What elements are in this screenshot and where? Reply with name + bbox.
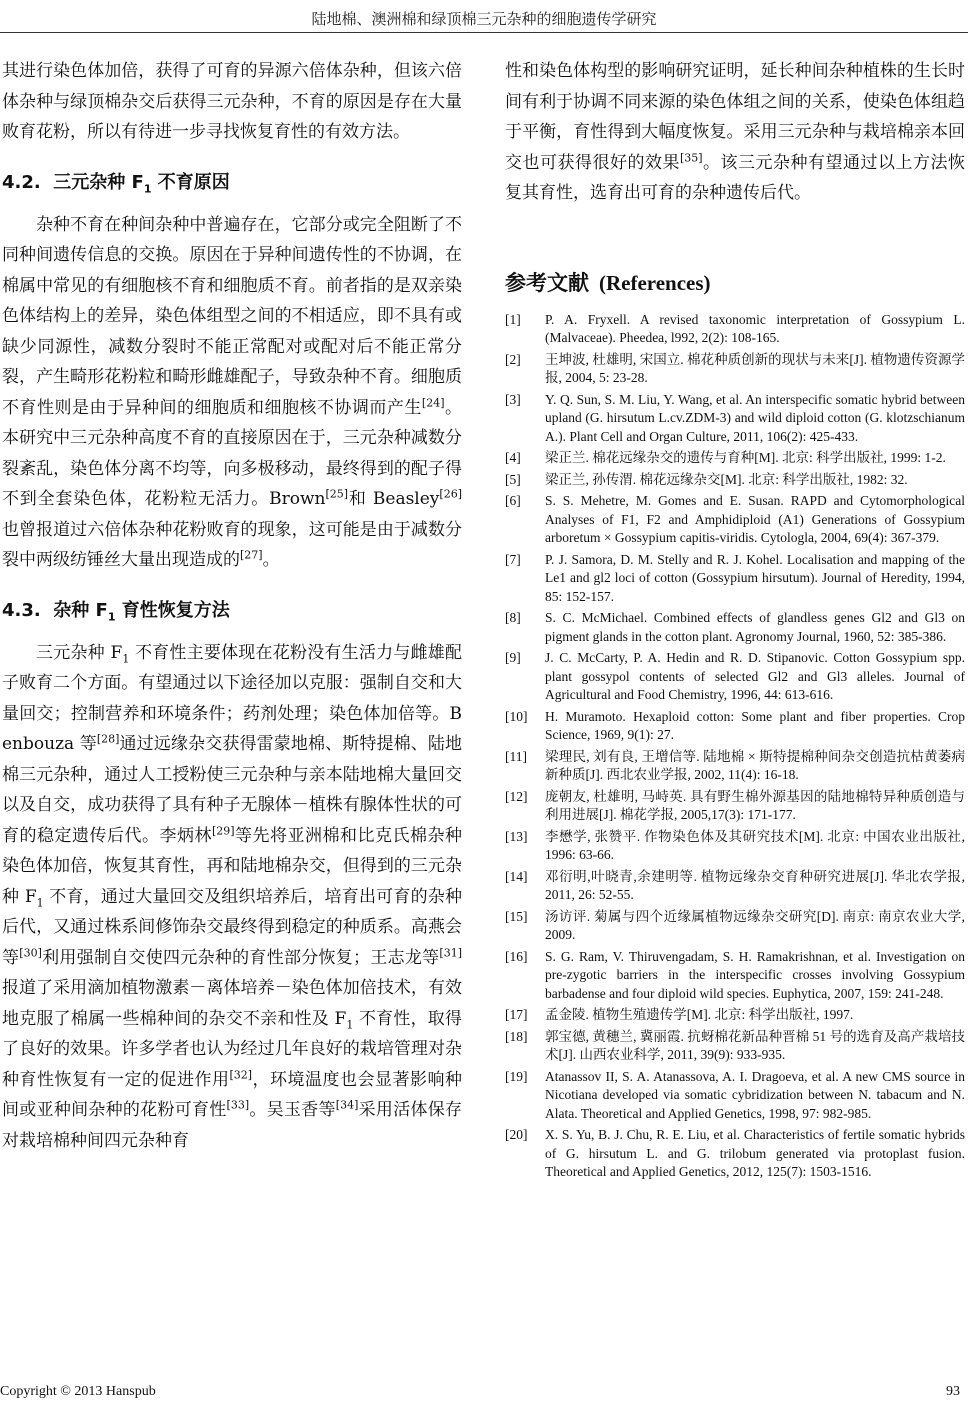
reference-number: [16] — [505, 948, 528, 964]
reference-number: [6] — [505, 493, 521, 508]
reference-text: 汤访评. 菊属与四个近缘属植物远缘杂交研究[D]. 南京: 南京农业大学, 2009. — [545, 908, 965, 942]
paragraph-sterility-causes: 杂种不育在种间杂种中普遍存在，它部分或完全阻断了不同种间遗传信息的交换。原因在于异种间遗传性的不协调，在棉属中常见的有细胞核不育和细胞质不育。前者指的是双亲染色体结构上的差异，染色体组型之间的不相适应，即不具有或缺少同源性，减数分裂时不能正常配对或配对后不能正常分裂，产生畸形花粉粒和畸形雌雄配子，导致杂种不育。细胞质不育性则是由于异种间的细胞质和细胞核不协调而产生[24]。本研究中三元杂种高度不育的直接原因在于，三元杂种减数分裂紊乱，染色体分离不均等，向多极移动，最终得到的配子得不到全套染色体，花粉粒无活力。Brown[25]和 Beasley[26]也曾报道过六倍体杂种花粉败育的现象，这可能是由于减数分裂中两级纺锤丝大量出现造成的[27]。 — [2, 214, 463, 570]
reference-text: J. C. McCarty, P. A. Hedin and R. D. Stipanovic. Cotton Gossypium spp. plant gossypol contents of selected Gl2 and Gl3 alleles. Journal of Agricultural and Food Chemistry, 1996, 44: 613-616. — [545, 650, 965, 702]
reference-item — [505, 948, 965, 1004]
reference-text: 庞朝友, 杜雄明, 马峙英. 具有野生棉外源基因的陆地棉特异种质创造与利用进展[J]. 棉花学报, 2005,17(3): 171-177. — [545, 788, 965, 822]
reference-text: 孟金陵. 植物生殖遗传学[M]. 北京: 科学出版社, 1997. — [545, 1007, 854, 1022]
reference-item — [505, 908, 965, 945]
reference-item — [505, 351, 965, 388]
paragraph-continued: 其进行染色体加倍，获得了可育的异源六倍体杂种，但该六倍体杂种与绿顶棉杂交后获得三元杂种，不育的原因是存在大量败育花粉，所以有待进一步寻找恢复育性的有效方法。 — [2, 61, 462, 142]
reference-item — [505, 649, 965, 705]
reference-number: [9] — [505, 650, 521, 665]
reference-item — [505, 1028, 965, 1065]
paragraph-continued-right: 性和染色体构型的影响研究证明，延长种间杂种植株的生长时间有利于协调不同来源的染色体组之间的关系，使染色体组趋于平衡，育性得到大幅度恢复。采用三元杂种与栽培棉亲本回交也可获得很好的效果[35]。该三元杂种有望通过以上方法恢复其育性，选育出可育的杂种遗传后代。 — [505, 61, 966, 203]
reference-item — [505, 492, 965, 548]
reference-item — [505, 471, 965, 490]
reference-item — [505, 449, 965, 468]
reference-item — [505, 609, 965, 646]
reference-item — [505, 788, 965, 825]
paragraph-fertility-restoration: 三元杂种 $F_1$ 不育性主要体现在花粉没有生活力与雌雄配子败育二个方面。有望通过以下途径加以克服：强制自交和大量回交；控制营养和环境条件；药剂处理；染色体加倍等。Benbouza 等[28]通过远缘杂交获得雷蒙地棉、斯特提棉、陆地棉三元杂种，通过人工授粉使三元杂种与亲本陆地棉大量回交以及自交，成功获得了具有种子无腺体－植株有腺体性状的可育的稳定遗传后代。李炳林[29]等先将亚洲棉和比克氏棉杂种染色体加倍，恢复其育性，再和陆地棉杂交，但得到的三元杂种 $F_1$ 不育，通过大量回交及组织培养后，培育出可育的杂种后代，又通过株系间修饰杂交最终得到稳定的种质系。高燕会等[30]利用强制自交使四元杂种的育性部分恢复；王志龙等[31]报道了采用滴加植物激素－离体培养－染色体加倍技术，有效地克服了棉属一些棉种间的杂交不亲和性及 $F_1$ 不育性，取得了良好的效果。许多学者也认为经过几年良好的栽培管理对杂种育性恢复有一定的促进作用[32]，环境温度也会显著影响种间或亚种间杂种的花粉可育性[33]。吴玉香等[34]采用活体保存对栽培棉种间四元杂种育 — [2, 642, 463, 1151]
reference-item — [505, 828, 965, 865]
reference-text: S. G. Ram, V. Thiruvengadam, S. H. Ramakrishnan, et al. Investigation on pre-zygotic barriers in the interspecific crosses involving Gossypium barbadense and four diploid wild species. Euphytica, 2007, 159: 241-248. — [545, 948, 965, 1001]
reference-item — [505, 868, 965, 905]
header-rule — [0, 32, 968, 33]
references-heading: 参考文献 (References) — [505, 270, 711, 295]
reference-item — [505, 391, 965, 447]
reference-item — [505, 1068, 965, 1124]
reference-text: 李懋学, 张赞平. 作物染色体及其研究技术[M]. 北京: 中国农业出版社, 1996: 63-66. — [545, 828, 965, 862]
section-heading-4-3: 4.3. 杂种 $F_1$ 育性恢复方法 — [2, 599, 230, 624]
reference-number: [13] — [505, 828, 528, 844]
reference-text: 梁正兰, 孙传渭. 棉花远缘杂交[M]. 北京: 科学出版社, 1982: 32. — [545, 471, 908, 487]
reference-text: 梁理民, 刘有良, 王增信等. 陆地棉 × 斯特提棉种间杂交创造抗枯黄萎病新种质[J]. 西北农业学报, 2002, 11(4): 16-18. — [545, 748, 965, 782]
reference-text: P. J. Samora, D. M. Stelly and R. J. Kohel. Localisation and mapping of the Le1 and gl2 loci of cotton (Gossypium hirsutum). Journal of Heredity, 1994, 85: 152-157. — [545, 551, 965, 604]
reference-text: 王坤波, 杜雄明, 宋国立. 棉花种质创新的现状与未来[J]. 植物遗传资源学报, 2004, 5: 23-28. — [545, 351, 965, 385]
reference-number: [20] — [505, 1127, 528, 1142]
reference-text: X. S. Yu, B. J. Chu, R. E. Liu, et al. Characteristics of fertile somatic hybrids of G. hirsutum L. and G. trilobum generated via protoplast fusion. Theoretical and Applied Genetics, 2012, 125(7): 1503-1516. — [545, 1127, 965, 1179]
reference-text: S. S. Mehetre, M. Gomes and E. Susan. RAPD and Cytomorphological Analyses of F1, F2 and Amphidiploid (A1) Generations of Gossypium arboretum × Gossypium capitis-viridis. Cytologla, 2004, 69(4): 367-379. — [545, 493, 965, 545]
reference-item — [505, 551, 965, 607]
reference-text: 郭宝德, 黄穗兰, 冀丽霞. 抗蚜棉花新品种晋棉 51 号的选育及高产栽培技术[J]. 山西农业科学, 2011, 39(9): 933-935. — [545, 1028, 965, 1062]
reference-number: [7] — [505, 551, 521, 567]
reference-list — [505, 311, 965, 1182]
reference-number: [4] — [505, 450, 521, 465]
reference-text: Atanassov II, S. A. Atanassova, A. I. Dragoeva, et al. A new CMS source in Nicotiana developed via somatic cybridization between N. tabacum and N. Alata. Theoretical and Applied Genetics, 1998, 97: 982-985. — [545, 1068, 965, 1121]
reference-number: [17] — [505, 1007, 528, 1022]
copyright-footer: Copyright © 2013 Hanspub — [0, 1384, 156, 1399]
reference-text: P. A. Fryxell. A revised taxonomic interpretation of Gossypium L. (Malvaceae). Pheedea, l992, 2(2): 108-165. — [545, 311, 965, 345]
reference-number: [10] — [505, 708, 528, 724]
reference-item — [505, 1126, 965, 1182]
reference-number: [8] — [505, 610, 521, 625]
reference-number: [14] — [505, 868, 528, 884]
reference-number: [18] — [505, 1028, 528, 1044]
reference-item — [505, 708, 965, 745]
reference-number: [11] — [505, 748, 527, 764]
reference-number: [19] — [505, 1068, 528, 1084]
reference-number: [15] — [505, 908, 528, 924]
reference-text: 梁正兰. 棉花远缘杂交的遗传与育种[M]. 北京: 科学出版社, 1999: 1-2. — [545, 450, 946, 465]
left-column — [2, 56, 462, 1156]
right-column — [505, 56, 965, 1185]
reference-item — [505, 748, 965, 785]
reference-number: [3] — [505, 391, 521, 407]
reference-number: [12] — [505, 788, 528, 804]
reference-number: [1] — [505, 311, 521, 327]
reference-text: Y. Q. Sun, S. M. Liu, Y. Wang, et al. An interspecific somatic hybrid between upland (G. hirsutum L.cv.ZDM-3) and wild diploid cotton (G. klotzschianum A.). Plant Cell and Organ Culture, 2011, 106(2): 425-433. — [545, 391, 965, 444]
reference-text: 邓衍明,叶晓青,余建明等. 植物远缘杂交育种研究进展[J]. 华北农学报, 2011, 26: 52-55. — [545, 868, 965, 902]
reference-number: [5] — [505, 471, 521, 487]
reference-item — [505, 311, 965, 348]
reference-text: S. C. McMichael. Combined effects of glandless genes Gl2 and Gl3 on pigment glands in the cotton plant. Agronomy Journal, 1960, 52: 385-386. — [545, 610, 965, 644]
section-heading-4-2: 4.2. 三元杂种 $F_1$ 不育原因 — [2, 171, 230, 196]
running-head: 陆地棉、澳洲棉和绿顶棉三元杂种的细胞遗传学研究 — [311, 10, 657, 28]
reference-text: H. Muramoto. Hexaploid cotton: Some plant and fiber properties. Crop Science, 1969, 9(1): 27. — [545, 708, 965, 742]
reference-number: [2] — [505, 351, 521, 367]
page-number: 93 — [946, 1384, 960, 1399]
reference-item — [505, 1006, 965, 1025]
